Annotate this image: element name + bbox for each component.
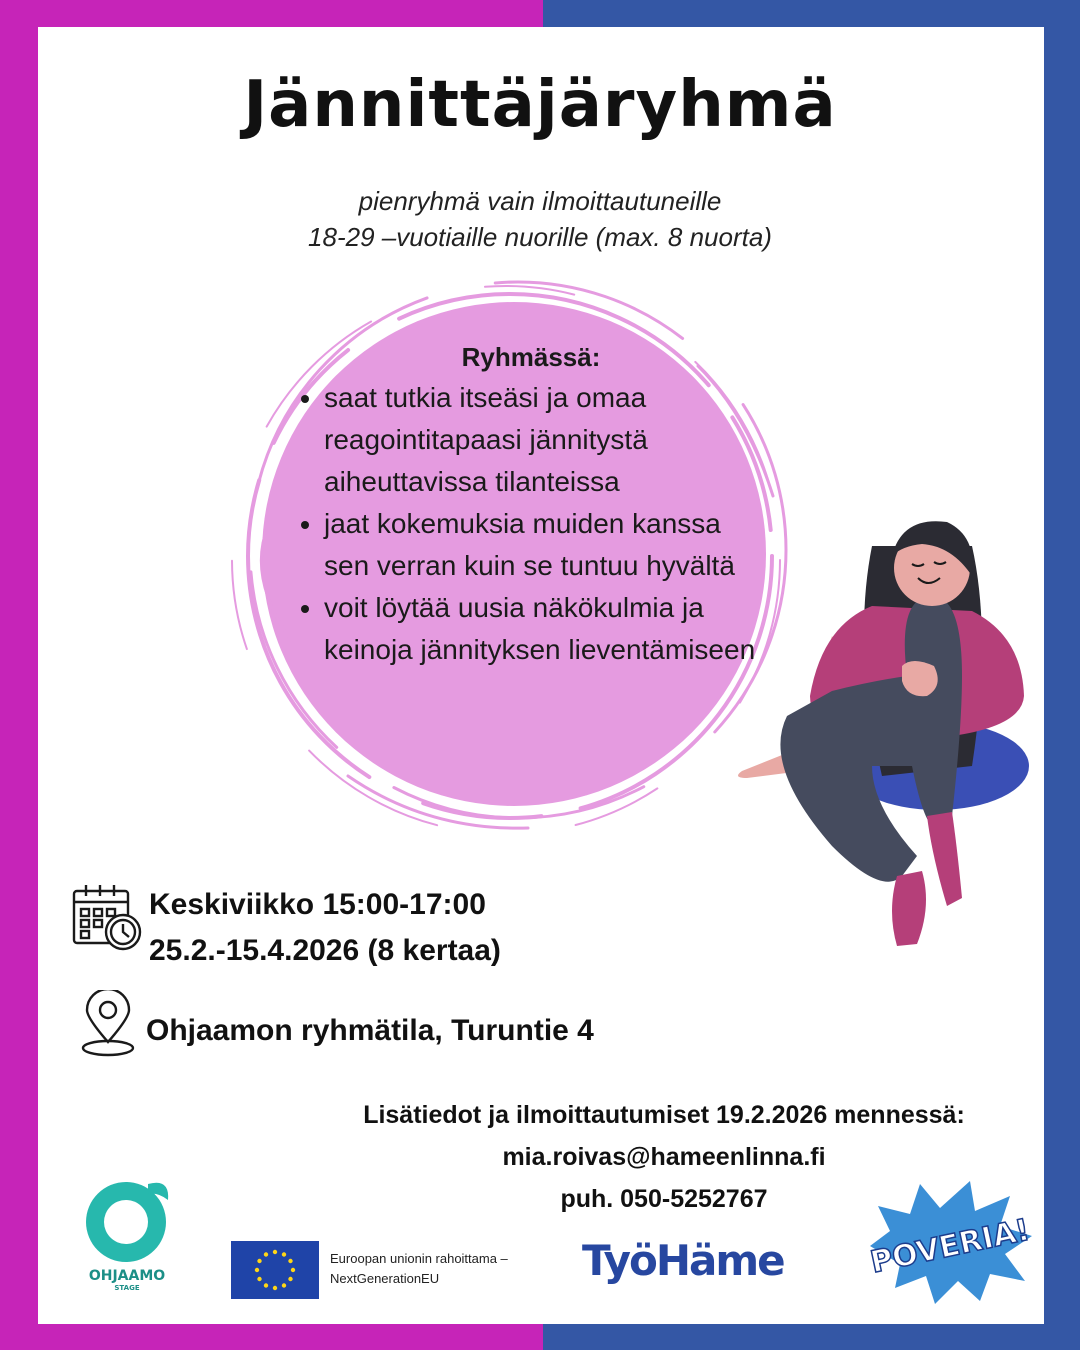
contact-email[interactable]: mia.roivas@hameenlinna.fi [502,1143,826,1171]
list-item: • saat tutkia itseäsi ja omaa reagointitapaasi jännitystä aiheuttavissa tilanteissa [324,377,766,503]
schedule [149,882,501,974]
poveria-logo [860,1176,1040,1306]
ohjaamo-logo-sub: STAGE [114,1284,140,1292]
list-item: • voit löytää uusia näkökulmia ja keinoja jännityksen lieventämiseen [324,587,766,671]
sitting-person-illustration [722,516,1032,956]
tyohame-logo: TyöHäme [582,1236,784,1285]
eu-funding-line-2: NextGenerationEU [330,1271,440,1286]
group-heading: Ryhmässä: [461,342,601,372]
schedule-dates: 25.2.-15.4.2026 (8 kertaa) [149,934,501,967]
eu-funding-text [330,1249,508,1289]
schedule-time: Keskiviikko 15:00-17:00 [149,888,486,921]
list-item: • jaat kokemuksia muiden kanssa sen verran kuin se tuntuu hyvältä [324,503,766,587]
contact-phone[interactable]: puh. 050-5252767 [560,1185,768,1213]
contact-deadline: Lisätiedot ja ilmoittautumiset 19.2.2026 mennessä: [363,1101,965,1129]
map-pin-icon [79,990,137,1058]
subtitle-line-1: pienryhmä vain ilmoittautuneille [358,186,722,216]
page-title: Jännittäjäryhmä [243,68,837,142]
calendar-clock-icon [72,882,144,954]
group-list [296,377,766,671]
ohjaamo-logo [78,1172,178,1268]
eu-funding-line-1: Euroopan unionin rahoittama – [330,1251,508,1266]
ohjaamo-logo-text: OHJAAMO [88,1268,166,1284]
location: Ohjaamon ryhmätila, Turuntie 4 [146,1014,594,1047]
subtitle-line-2: 18-29 –vuotiaille nuorille (max. 8 nuorta) [308,222,772,252]
group-info [296,342,766,671]
eu-flag-icon [231,1241,319,1299]
poveria-logo-text: POVERIA! [867,1212,1033,1281]
subtitle [0,183,1080,255]
